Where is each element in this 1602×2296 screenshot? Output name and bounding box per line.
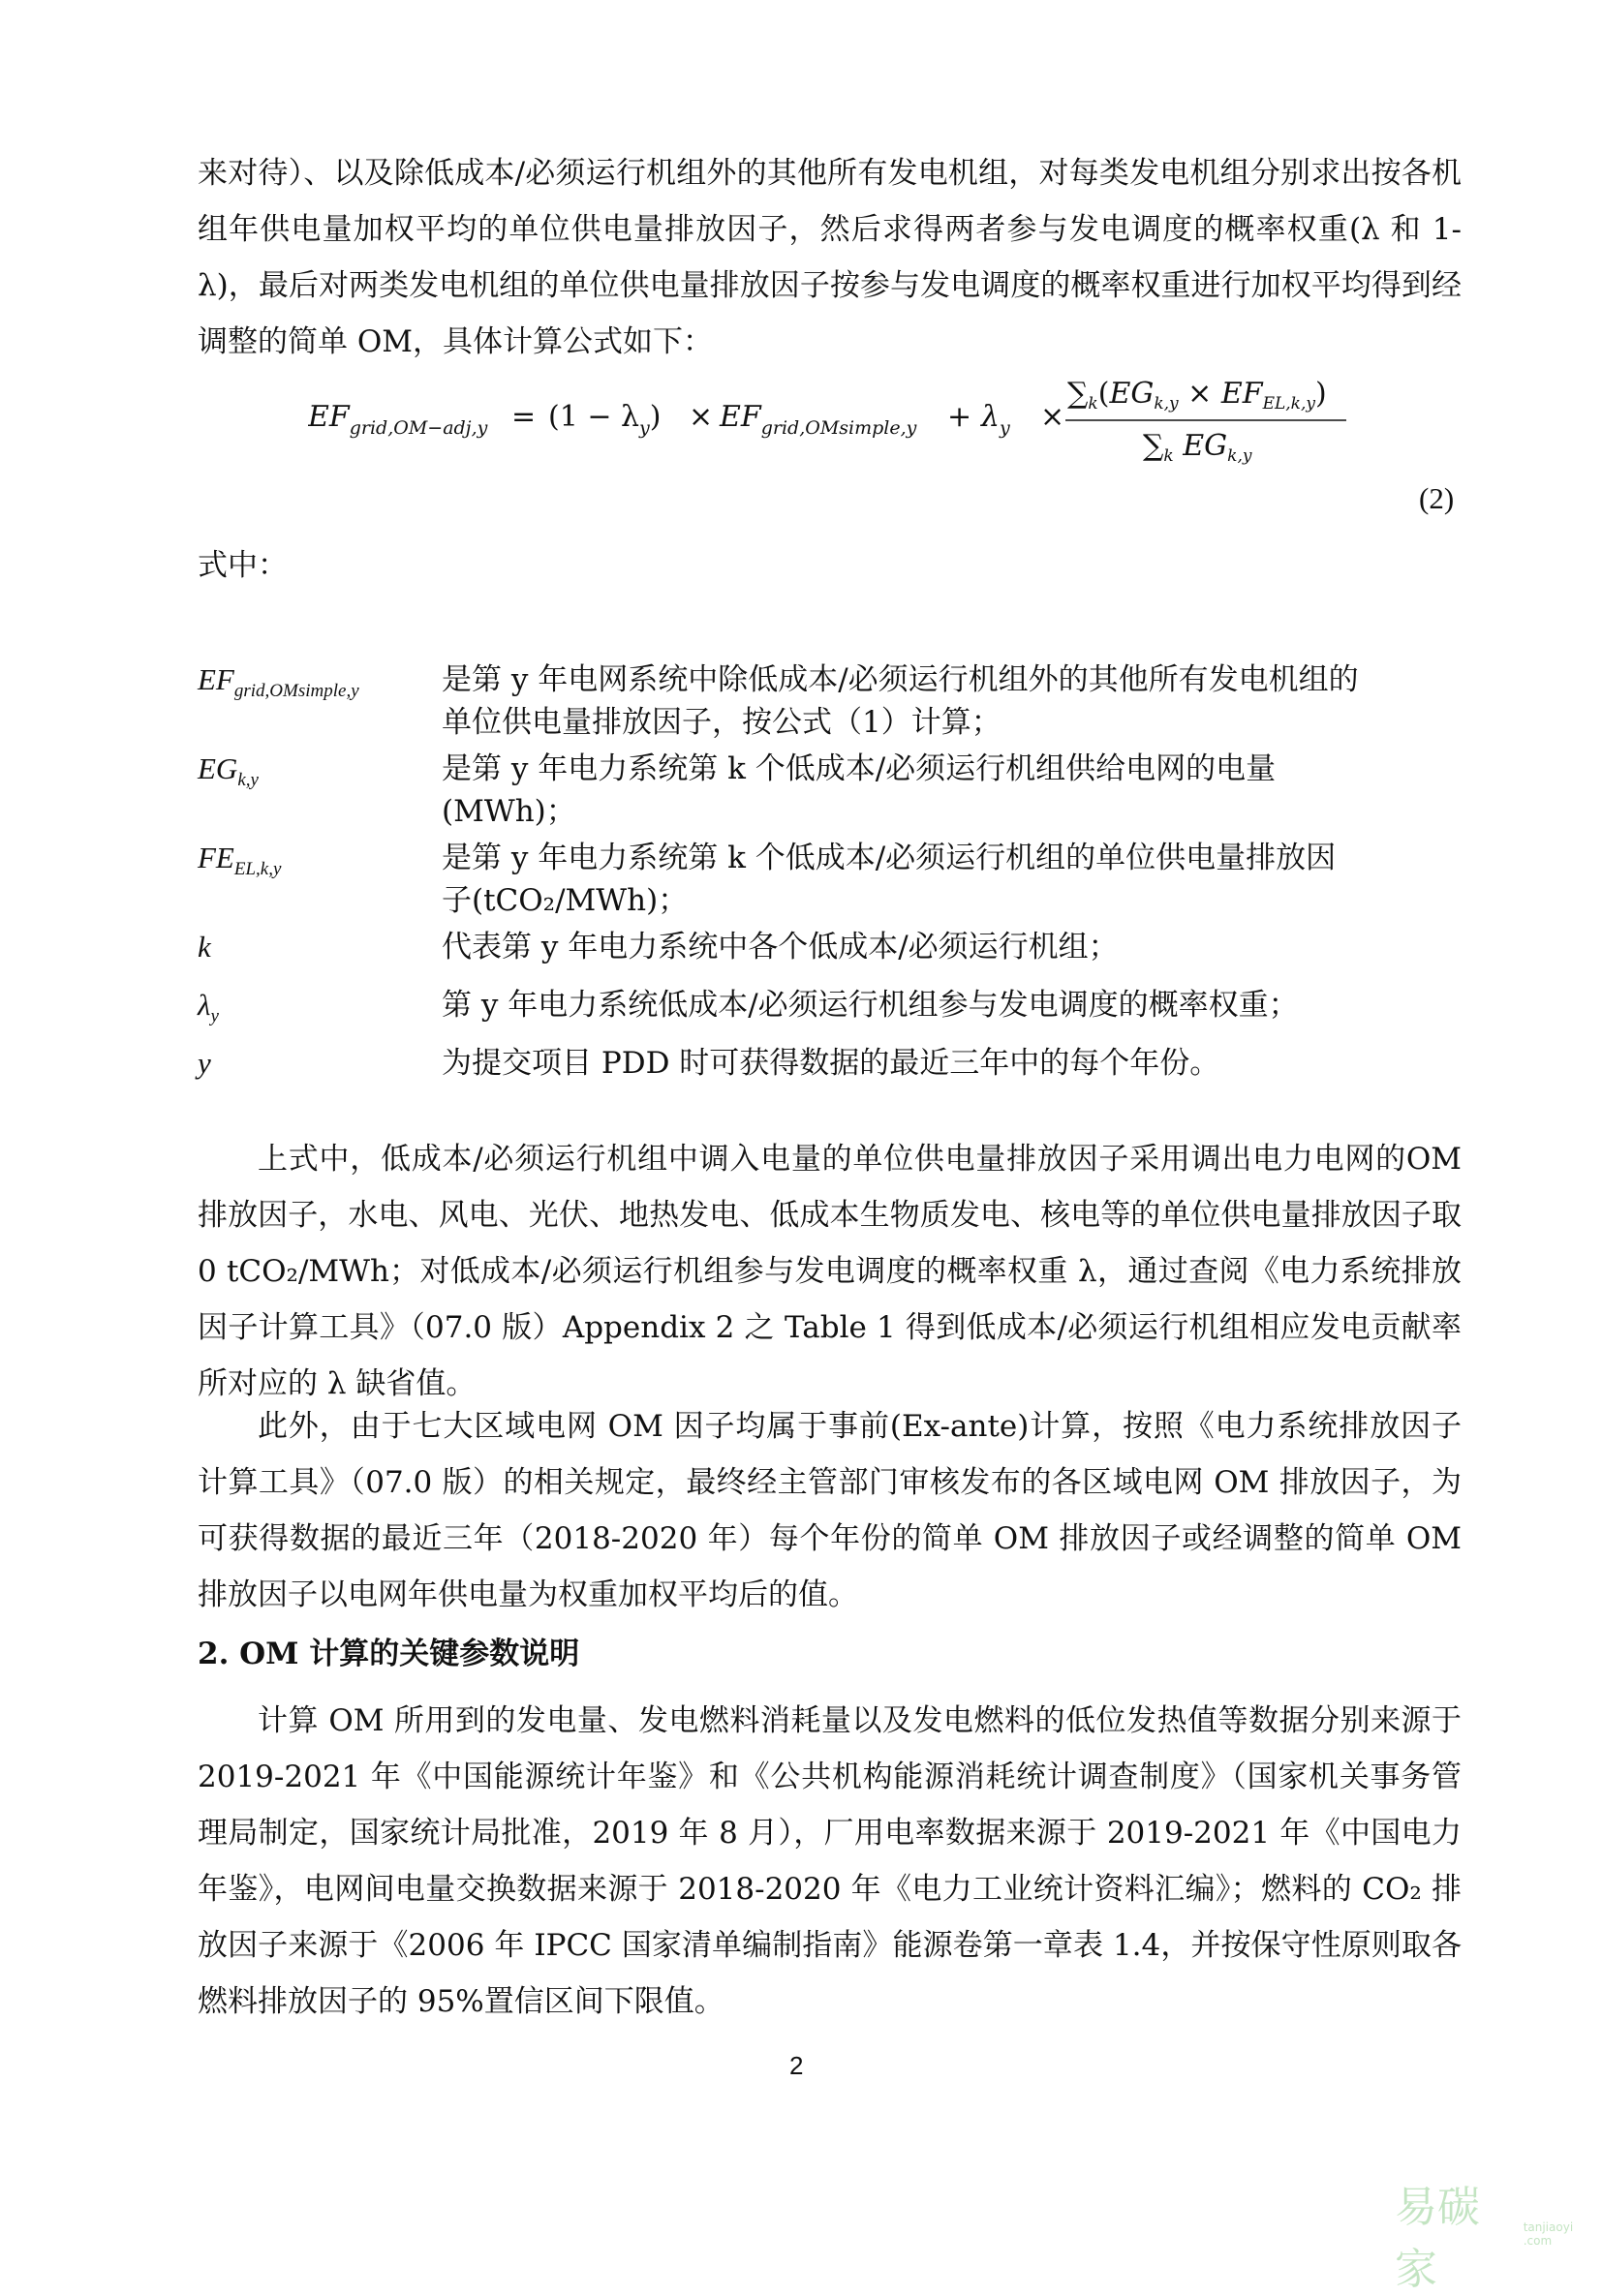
formula-lhs: EF (308, 400, 350, 434)
equation-number: (2) (1419, 481, 1455, 515)
definition-row (198, 658, 1462, 744)
definition-text: 是第 y 年电力系统第 k 个低成本/必须运行机组供给电网的电量(MWh)； (442, 751, 1277, 829)
where-label: 式中： (198, 548, 288, 583)
svg-text:×: × (689, 400, 714, 434)
definitions-list (198, 658, 1462, 1097)
svg-text:λy: $\lambda_y$ (981, 400, 1010, 439)
paragraph-low-cost: 上式中，低成本/必须运行机组中调入电量的单位供电量排放因子采用调出电力电网的OM 排放因子，水电、风电、光伏、地热发电、低成本生物质发电、核电等的单位供电量排放因子取 0 tCO₂/MWh；对低成本/必须运行机组参与发电调度的概率权重 λ，通过查阅《电力系统排放因子计算工具》（07.0 版）Appendix 2 之 Table 1 得到低成本/必须运行机组相应发电贡献率所对应的 λ 缺省值。 (198, 1142, 1462, 1401)
definition-symbol: $FE_{EL,k,y}$ (198, 841, 282, 880)
definition-row (198, 837, 1462, 922)
definition-text: 是第 y 年电网系统中除低成本/必须运行机组外的其他所有发电机组的单位供电量排放因子，按公式（1）计算； (442, 662, 1359, 740)
page-number: 2 (789, 2051, 804, 2080)
definition-text: 是第 y 年电力系统第 k 个低成本/必须运行机组的单位供电量排放因子(tCO₂/MWh)； (442, 841, 1337, 918)
definition-row (198, 1042, 1462, 1096)
section-heading: 2. OM 计算的关键参数说明 (198, 1637, 580, 1671)
paragraph-data-sources: 计算 OM 所用到的发电量、发电燃料消耗量以及发电燃料的低位发热值等数据分别来源于 2019-2021 年《中国能源统计年鉴》和《公共机构能源消耗统计调查制度》（国家机关事务管理局制定，国家统计局批准，2019 年 8 月），厂用电率数据来源于 2019-2021 年《中国电力年鉴》，电网间电量交换数据来源于 2018-2020 年《电力工业统计资料汇编》；燃料的 CO₂ 排放因子来源于《2006 年 IPCC 国家清单编制指南》能源卷第一章表 1.4，并按保守性原则取各燃料排放因子的 95%置信区间下限值。 (198, 1703, 1462, 2019)
svg-text:+: + (947, 400, 972, 434)
formula-2 (308, 354, 1354, 471)
svg-text:∑k(EGk,y × EFEL,k,y): $\sum_k(EG_{k,y} \times EF_{EL,k,y})$ (1067, 377, 1327, 413)
watermark-text: 易碳家 (1395, 2183, 1480, 2294)
svg-text:EFgrid,OM−adj,y: $EF_{grid,OM-adj,y}$ (308, 400, 488, 439)
definition-symbol: $\lambda_y$ (198, 988, 219, 1027)
definition-symbol: k (198, 930, 211, 964)
definition-row (198, 984, 1462, 1038)
definition-text: 第 y 年电力系统低成本/必须运行机组参与发电调度的概率权重； (442, 988, 1299, 1024)
svg-text:EFgrid,OMsimple,y: $EF_{grid,OMsimple,y}$ (720, 400, 917, 439)
definition-symbol: y (198, 1046, 211, 1081)
svg-text:(1 − λy): $(1 - \lambda_y)$ (548, 400, 662, 439)
definition-symbol: $EG_{k,y}$ (198, 751, 259, 791)
paragraph-ex-ante: 此外，由于七大区域电网 OM 因子均属于事前(Ex-ante)计算，按照《电力系统排放因子计算工具》（07.0 版）的相关规定，最终经主管部门审核发布的各区域电网 OM 排放因子，为可获得数据的最近三年（2018-2020 年）每个年份的简单 OM 排放因子或经调整的简单 OM 排放因子以电网年供电量为权重加权平均后的值。 (198, 1409, 1462, 1612)
watermark-subtext: tanjiaoyi .com (1523, 2220, 1574, 2248)
definition-row (198, 926, 1462, 980)
definition-text: 代表第 y 年电力系统中各个低成本/必须运行机组； (442, 930, 1119, 964)
svg-text:×: × (1040, 400, 1065, 434)
definition-text: 为提交项目 PDD 时可获得数据的最近三年中的每个年份。 (442, 1046, 1220, 1082)
svg-text:∑k EGk,y: $\sum_k$ $EG_{k,y}$ (1143, 429, 1252, 466)
watermark-logo (1395, 2183, 1602, 2294)
definition-symbol: $EF_{grid,OMsimple,y}$ (198, 662, 359, 702)
intro-paragraph: 来对待）、以及除低成本/必须运行机组外的其他所有发电机组，对每类发电机组分别求出按各机组年供电量加权平均的单位供电量排放因子，然后求得两者参与发电调度的概率权重(λ 和 1-λ)，最后对两类发电机组的单位供电量排放因子按参与发电调度的概率权重进行加权平均得到经调整的简单 OM，具体计算公式如下： (198, 156, 1462, 359)
definition-row (198, 748, 1462, 833)
svg-text:=: = (511, 400, 537, 434)
